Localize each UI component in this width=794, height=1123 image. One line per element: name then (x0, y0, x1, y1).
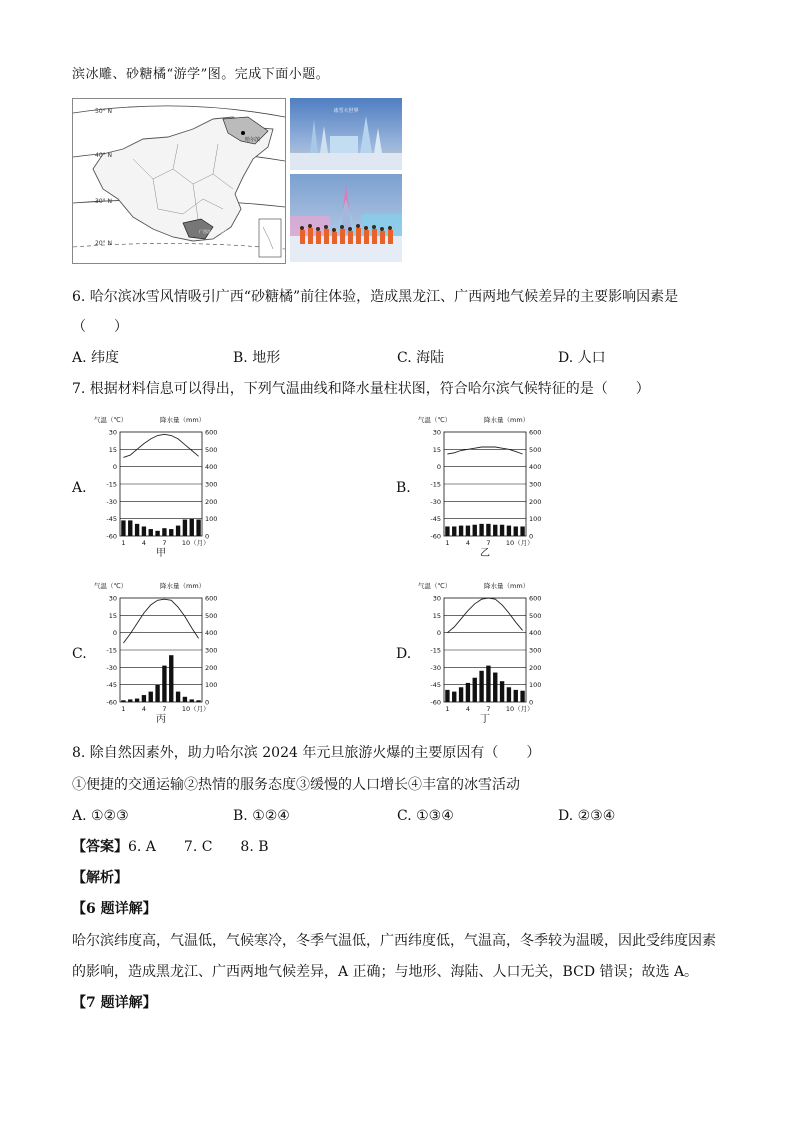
month-tick-label: 1 (445, 539, 450, 547)
left-axis-title: 气温（℃） (418, 416, 452, 424)
month-tick-label: 4 (465, 539, 470, 547)
left-axis-title: 气温（℃） (418, 582, 452, 590)
temp-tick-label: 15 (108, 445, 117, 454)
temp-tick-label: 0 (112, 629, 117, 638)
precip-bar (162, 528, 166, 536)
precip-bar (466, 526, 470, 536)
answer-label: 【答案】 (72, 839, 128, 855)
chart-svg (92, 578, 232, 730)
precip-bar (135, 524, 139, 536)
climate-chart-yi (416, 412, 556, 564)
temp-tick-label: -15 (106, 480, 117, 489)
precip-bar (459, 687, 463, 702)
precip-bar (196, 520, 200, 536)
precip-bar (128, 699, 132, 702)
temp-tick-label: 30 (432, 428, 441, 437)
chart-caption: 乙 (480, 548, 490, 559)
chart-caption: 丁 (480, 714, 490, 725)
precip-bar (493, 525, 497, 536)
precip-bar (486, 524, 490, 536)
right-axis-title: 降水量（mm） (160, 582, 206, 590)
precip-bar (493, 673, 497, 702)
precip-tick-label: 300 (529, 480, 542, 489)
precip-tick-label: 100 (529, 681, 542, 690)
month-tick-label: 4 (141, 539, 146, 547)
q8-stem: 8. 除自然因素外，助力哈尔滨 2024 年元旦旅游火爆的主要原因有（ ） (72, 745, 541, 761)
chart-caption: 丙 (156, 714, 166, 725)
q8-option-c[interactable]: C. ①③④ (397, 808, 454, 824)
precip-tick-label: 500 (205, 611, 218, 620)
temp-tick-label: -15 (430, 646, 441, 655)
temp-tick-label: -60 (430, 532, 441, 541)
q6-stem: 6. 哈尔滨冰雪风情吸引广西“砂糖橘”前往体验，造成黑龙江、广西两地气候差异的主要影响因素是 (72, 289, 679, 305)
temp-tick-label: 15 (432, 445, 441, 454)
month-tick-label: 10（月） (505, 705, 534, 713)
temp-tick-label: -45 (106, 681, 117, 690)
precip-bar (176, 526, 180, 536)
temp-tick-label: -45 (106, 515, 117, 524)
temperature-line (123, 599, 198, 643)
precip-bar (445, 526, 449, 536)
analysis-label: 【解析】 (72, 870, 128, 886)
precip-bar (514, 526, 518, 536)
precip-bar (169, 655, 173, 702)
ice-festival-photo (290, 98, 402, 170)
right-axis-title: 降水量（mm） (160, 416, 206, 424)
q8-option-a[interactable]: A. ①②③ (72, 808, 129, 824)
precip-bar (149, 529, 153, 536)
left-axis-title: 气温（℃） (94, 416, 128, 424)
month-tick-label: 10（月） (181, 539, 210, 547)
precip-tick-label: 500 (205, 445, 218, 454)
month-tick-label: 4 (465, 705, 470, 713)
precip-tick-label: 0 (529, 698, 534, 707)
lat-label-20: 20° N (95, 240, 113, 247)
temp-tick-label: -15 (106, 646, 117, 655)
precip-bar (155, 531, 159, 536)
q7-option-d-label[interactable]: D. (396, 646, 412, 662)
precip-tick-label: 200 (205, 663, 218, 672)
q6-option-a[interactable]: A. 纬度 (72, 350, 120, 366)
q7-option-c-label[interactable]: C. (72, 646, 87, 662)
temp-tick-label: 15 (108, 611, 117, 620)
precip-tick-label: 0 (529, 532, 534, 541)
precip-tick-label: 200 (529, 497, 542, 506)
temp-tick-label: 30 (108, 428, 117, 437)
temp-tick-label: 15 (432, 611, 441, 620)
precip-tick-label: 0 (205, 698, 210, 707)
precip-bar (514, 690, 518, 702)
precip-bar (196, 700, 200, 702)
q7-stem: 7. 根据材料信息可以得出，下列气温曲线和降水量柱状图，符合哈尔滨气候特征的是（ ） (72, 381, 650, 397)
q7-option-a-label[interactable]: A. (72, 480, 87, 496)
q8-items: ①便捷的交通运输②热情的服务态度③缓慢的人口增长④丰富的冰雪活动 (72, 777, 520, 793)
precip-bar (452, 692, 456, 702)
precip-bar (176, 692, 180, 702)
detail7-label: 【7 题详解】 (72, 995, 157, 1011)
month-tick-label: 10（月） (181, 705, 210, 713)
climate-chart-ding (416, 578, 556, 730)
precip-tick-label: 400 (205, 629, 218, 638)
q8-option-d[interactable]: D. ②③④ (558, 808, 616, 824)
precip-bar (142, 695, 146, 702)
q7-option-b-label[interactable]: B. (396, 480, 411, 496)
left-axis-title: 气温（℃） (94, 582, 128, 590)
precip-bar (121, 520, 125, 536)
climate-chart-bing (92, 578, 232, 730)
intro-text: 滨冰雕、砂糖橘“游学”图。完成下面小题。 (72, 67, 330, 82)
temp-tick-label: -30 (430, 497, 441, 506)
temp-tick-label: -45 (430, 681, 441, 690)
precip-tick-label: 100 (205, 515, 218, 524)
precip-bar (479, 671, 483, 702)
lat-label-50: 50° N (95, 108, 113, 115)
precip-tick-label: 200 (205, 497, 218, 506)
month-tick-label: 1 (121, 539, 126, 547)
precip-bar (459, 526, 463, 536)
q6-option-d[interactable]: D. 人口 (558, 350, 606, 366)
temp-tick-label: 0 (436, 463, 441, 472)
month-tick-label: 1 (445, 705, 450, 713)
precip-tick-label: 300 (529, 646, 542, 655)
precip-bar (155, 685, 159, 702)
precip-tick-label: 100 (529, 515, 542, 524)
precip-tick-label: 400 (529, 629, 542, 638)
precip-tick-label: 600 (529, 428, 542, 437)
answer-line (72, 838, 269, 856)
temp-tick-label: -30 (106, 497, 117, 506)
detail6-line1: 哈尔滨纬度高，气温低，气候寒冷，冬季气温低，广西纬度低，气温高，冬季较为温暖，因此受纬度因素 (72, 933, 716, 949)
precip-tick-label: 300 (205, 646, 218, 655)
precip-bar (149, 692, 153, 702)
chart-svg (416, 578, 556, 730)
temp-tick-label: -30 (430, 663, 441, 672)
precip-bar (190, 699, 194, 702)
q6-option-b[interactable]: B. 地形 (233, 350, 281, 366)
precip-bar (183, 520, 187, 536)
right-axis-title: 降水量（mm） (484, 582, 530, 590)
temperature-line (447, 447, 522, 454)
temp-tick-label: -60 (430, 698, 441, 707)
answer-text: 6. A 7. C 8. B (128, 839, 269, 855)
month-tick-label: 7 (162, 705, 167, 713)
month-tick-label: 4 (141, 705, 146, 713)
precip-bar (183, 697, 187, 702)
precip-tick-label: 500 (529, 611, 542, 620)
precip-bar (473, 525, 477, 536)
lat-label-40: 40° N (95, 152, 113, 159)
precip-bar (479, 524, 483, 536)
temp-tick-label: -30 (106, 663, 117, 672)
precip-bar (507, 687, 511, 702)
precip-bar (500, 525, 504, 536)
climate-chart-jia (92, 412, 232, 564)
precip-bar (452, 526, 456, 536)
precip-bar (190, 519, 194, 536)
q8-option-b[interactable]: B. ①②④ (233, 808, 290, 824)
precip-bar (473, 678, 477, 702)
q6-option-c[interactable]: C. 海陆 (397, 350, 445, 366)
precip-bar (162, 666, 166, 702)
city-label: 哈尔滨 (245, 137, 261, 143)
month-tick-label: 7 (486, 705, 491, 713)
photo-sign-text: 冰雪大世界 (333, 108, 359, 114)
chart-caption: 甲 (156, 548, 166, 559)
month-tick-label: 7 (162, 539, 167, 547)
temp-tick-label: -15 (430, 480, 441, 489)
temperature-line (123, 434, 198, 457)
q6-paren: （ ） (72, 319, 128, 335)
precip-tick-label: 100 (205, 681, 218, 690)
precip-bar (445, 690, 449, 702)
detail6-label: 【6 题详解】 (72, 901, 157, 917)
china-map (72, 98, 286, 264)
precip-tick-label: 0 (205, 532, 210, 541)
month-tick-label: 7 (486, 539, 491, 547)
month-tick-label: 10（月） (505, 539, 534, 547)
temp-tick-label: -60 (106, 532, 117, 541)
temp-tick-label: -45 (430, 515, 441, 524)
precip-bar (128, 520, 132, 536)
precip-tick-label: 500 (529, 445, 542, 454)
temp-tick-label: 30 (108, 594, 117, 603)
right-axis-title: 降水量（mm） (484, 416, 530, 424)
precip-tick-label: 200 (529, 663, 542, 672)
students-photo (290, 174, 402, 262)
precip-tick-label: 300 (205, 480, 218, 489)
precip-bar (142, 526, 146, 536)
precip-tick-label: 400 (529, 463, 542, 472)
precip-bar (135, 699, 139, 702)
lat-label-30: 30° N (95, 198, 113, 205)
precip-bar (466, 683, 470, 702)
precip-bar (486, 666, 490, 702)
province-label: 广西壮族自治区 (199, 229, 227, 234)
precip-bar (520, 526, 524, 536)
precip-tick-label: 600 (205, 428, 218, 437)
precip-bar (169, 529, 173, 536)
precip-bar (507, 526, 511, 536)
temp-tick-label: 0 (436, 629, 441, 638)
precip-tick-label: 600 (205, 594, 218, 603)
chart-svg (416, 412, 556, 564)
detail6-line2: 的影响，造成黑龙江、广西两地气候差异，A 正确；与地形、海陆、人口无关，BCD 错误；故选 A。 (72, 964, 699, 980)
precip-bar (121, 700, 125, 702)
temp-tick-label: -60 (106, 698, 117, 707)
month-tick-label: 1 (121, 705, 126, 713)
temp-tick-label: 0 (112, 463, 117, 472)
precip-bar (500, 681, 504, 702)
precip-tick-label: 600 (529, 594, 542, 603)
temp-tick-label: 30 (432, 594, 441, 603)
precip-tick-label: 400 (205, 463, 218, 472)
chart-svg (92, 412, 232, 564)
precip-bar (520, 691, 524, 702)
